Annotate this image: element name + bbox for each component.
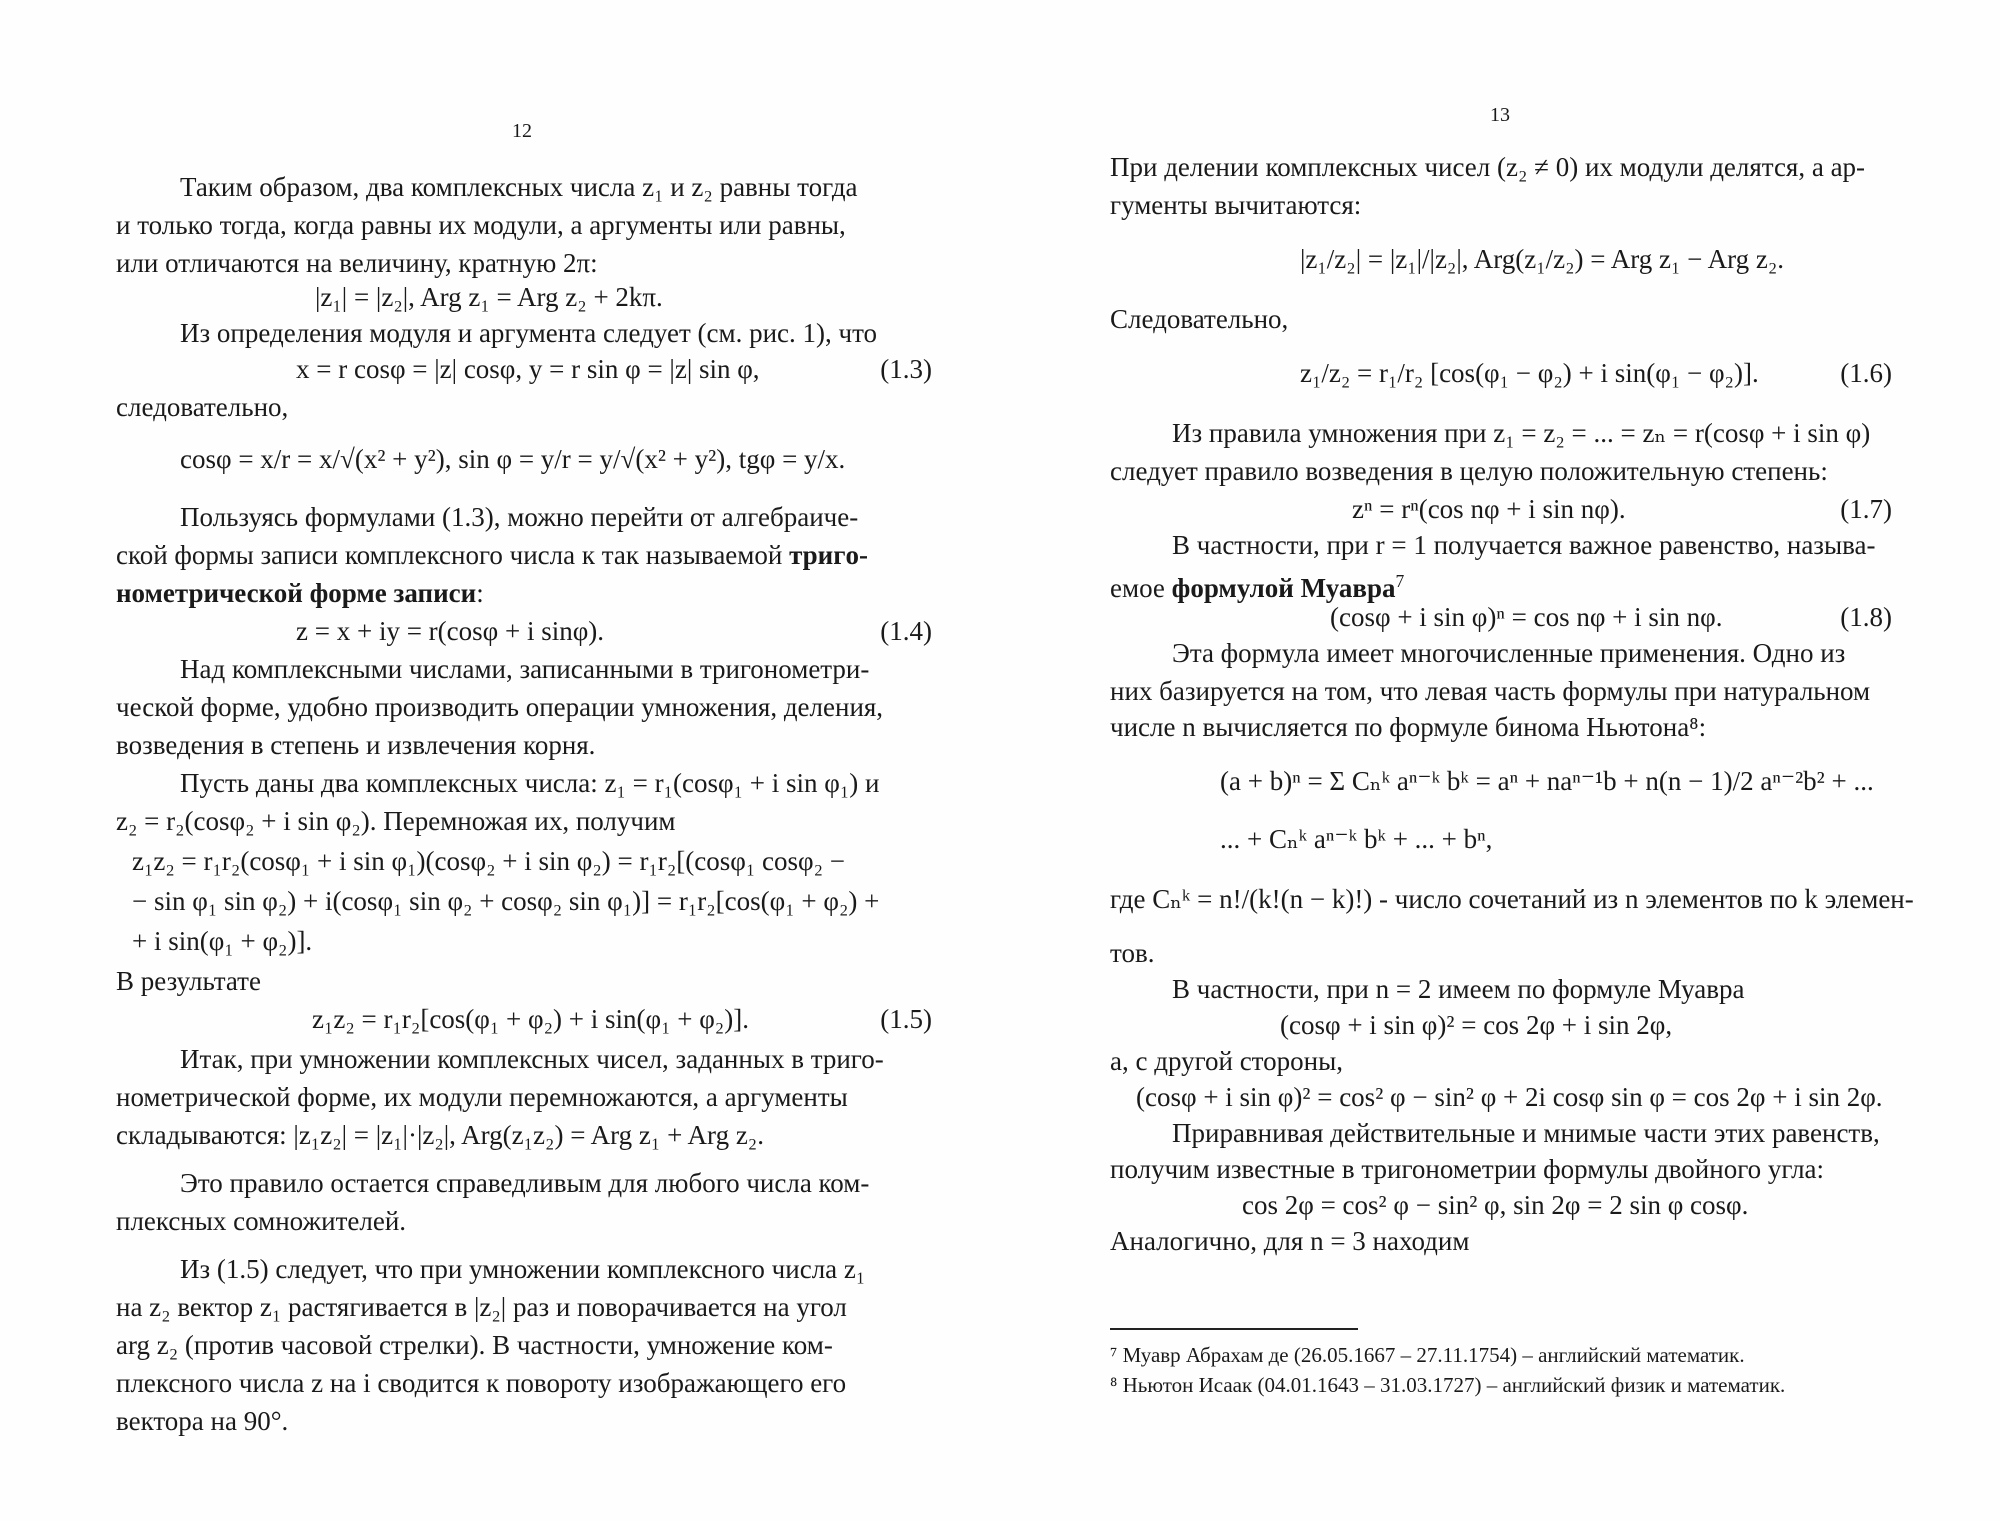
formula: (cosφ + i sin φ)² = cos² φ − sin² φ + 2i cosφ sin φ = cos 2φ + i sin 2φ. (1136, 1082, 1883, 1112)
formula: zⁿ = rⁿ(cos nφ + i sin nφ). (1352, 494, 1626, 524)
text-line: Из правила умножения при z₁ = z₂ = ... = zₙ = r(cosφ + i sin φ) (1172, 418, 1871, 448)
footnote: ⁷ Муавр Абрахам де (26.05.1667 – 27.11.1754) – английский математик. (1110, 1343, 1745, 1367)
formula: z₁z₂ = r₁r₂[cos(φ₁ + φ₂) + i sin(φ₁ + φ₂)]. (312, 1004, 749, 1034)
text-line: или отличаются на величину, кратную 2π: (116, 248, 598, 278)
formula: z₁/z₂ = r₁/r₂ [cos(φ₁ − φ₂) + i sin(φ₁ − φ₂)]. (1300, 358, 1759, 388)
formula: ... + Cₙᵏ aⁿ⁻ᵏ bᵏ + ... + bⁿ, (1220, 824, 1493, 854)
text-line: Приравнивая действительные и мнимые части этих равенств, (1172, 1118, 1880, 1148)
formula-row (296, 612, 932, 650)
formula: z₁z₂ = r₁r₂(cosφ₁ + i sin φ₁)(cosφ₂ + i sin φ₂) = r₁r₂[(cosφ₁ cosφ₂ − (132, 846, 845, 876)
bold-term: тригo- (789, 540, 868, 570)
text-line: Это правило остается справедливым для любого числа ком- (180, 1168, 870, 1198)
text-line: где Cₙᵏ = n!/(k!(n − k)!) - число сочетаний из n элементов по k элемен- (1110, 884, 1914, 914)
bold-term: нометрической форме записи (116, 578, 477, 608)
footnote-rule (1110, 1328, 1358, 1330)
formula: (a + b)ⁿ = Σ Cₙᵏ aⁿ⁻ᵏ bᵏ = aⁿ + naⁿ⁻¹b + n(n − 1)/2 aⁿ⁻²b² + ... (1220, 766, 1874, 796)
text-line: и только тогда, когда равны их модули, а аргументы или равны, (116, 210, 846, 240)
text-line: Следовательно, (1110, 304, 1289, 334)
formula-row (1330, 598, 1892, 636)
page-number: 13 (1490, 104, 1510, 126)
text-line: Аналогично, для n = 3 находим (1110, 1226, 1470, 1256)
text-line: вектора на 90°. (116, 1406, 289, 1436)
text-line-with-bold (116, 536, 932, 574)
text-line: получим известные в тригонометрии формулы двойного угла: (1110, 1154, 1825, 1184)
text-line: В результате (116, 966, 261, 996)
text-line: При делении комплексных чисел (z₂ ≠ 0) их модули делятся, а ар- (1110, 152, 1866, 182)
text-span: ской формы записи комплексного числа к так называемой (116, 540, 783, 570)
formula: z = x + iy = r(cosφ + i sinφ). (296, 616, 605, 646)
formula: + i sin(φ₁ + φ₂)]. (132, 926, 313, 956)
formula: |z₁/z₂| = |z₁|/|z₂|, Arg(z₁/z₂) = Arg z₁ − Arg z₂. (1300, 244, 1785, 274)
text-line: Из (1.5) следует, что при умножении комплексного числа z₁ (180, 1254, 866, 1284)
text-line: гументы вычитаются: (1110, 190, 1362, 220)
formula: x = r cosφ = |z| cosφ, y = r sin φ = |z| sin φ, (296, 354, 760, 384)
text-line: них базируется на том, что левая часть формулы при натуральном (1110, 676, 1871, 706)
equation-number: (1.6) (1840, 358, 1892, 388)
text-line: В частности, при n = 2 имеем по формуле Муавра (1172, 974, 1745, 1004)
formula: (cosφ + i sin φ)² = cos 2φ + i sin 2φ, (1280, 1010, 1673, 1040)
equation-number: (1.8) (1840, 602, 1892, 632)
formula: |z₁| = |z₂|, Arg z₁ = Arg z₂ + 2kπ. (315, 282, 663, 312)
text-line: возведения в степень и извлечения корня. (116, 730, 596, 760)
text-line: z₂ = r₂(cosφ₂ + i sin φ₂). Перемножая их, получим (116, 806, 676, 836)
formula: cosφ = x/r = x/√(x² + y²), sin φ = y/r = y/√(x² + y²), tgφ = y/x. (180, 444, 846, 474)
equation-number: (1.5) (880, 1004, 932, 1034)
text-line-with-bold (116, 574, 484, 612)
page-number: 12 (512, 120, 532, 142)
text-line: тов. (1110, 938, 1155, 968)
footnote: ⁸ Ньютон Исаак (04.01.1643 – 31.03.1727) – английский физик и математик. (1110, 1373, 1786, 1397)
text-line: Эта формула имеет многочисленные применения. Одно из (1172, 638, 1846, 668)
text-line: В частности, при r = 1 получается важное равенство, называ- (1172, 530, 1876, 560)
text-line: Из определения модуля и аргумента следует (см. рис. 1), что (180, 318, 878, 348)
text-line: числе n вычисляется по формуле бинома Ньютона⁸: (1110, 712, 1707, 742)
equation-number: (1.7) (1840, 494, 1892, 524)
text-span: : (476, 578, 484, 608)
text-line: следует правило возведения в целую положительную степень: (1110, 456, 1828, 486)
formula-row (1300, 354, 1892, 392)
text-line: складываются: |z₁z₂| = |z₁|·|z₂|, Arg(z₁z₂) = Arg z₁ + Arg z₂. (116, 1120, 764, 1150)
formula-row (312, 1000, 932, 1038)
text-line: нометрической форме, их модули перемножаются, а аргументы (116, 1082, 848, 1112)
text-line: arg z₂ (против часовой стрелки). В частности, умножение ком- (116, 1330, 833, 1360)
formula-row (1352, 490, 1892, 528)
text-line: Итак, при умножении комплексных чисел, заданных в триго- (180, 1044, 884, 1074)
text-line: плексных сомножителей. (116, 1206, 407, 1236)
text-line: ческой форме, удобно производить операции умножения, деления, (116, 692, 884, 722)
text-line: Над комплексными числами, записанными в тригонометри- (180, 654, 870, 684)
text-line: плексного числа z на i сводится к повороту изображающего его (116, 1368, 847, 1398)
equation-number: (1.4) (880, 616, 932, 646)
text-line: на z₂ вектор z₁ растягивается в |z₂| раз и поворачивается на угол (116, 1292, 847, 1322)
text-line: а, с другой стороны, (1110, 1046, 1343, 1076)
right-page (1000, 0, 2000, 1521)
text-span: емое (1110, 573, 1165, 603)
formula-row (296, 350, 932, 388)
text-line: Пусть даны два комплексных числа: z₁ = r₁(cosφ₁ + i sin φ₁) и (180, 768, 880, 798)
footnote-ref: 7 (1395, 571, 1405, 591)
equation-number: (1.3) (880, 354, 932, 384)
formula: cos 2φ = cos² φ − sin² φ, sin 2φ = 2 sin φ cosφ. (1242, 1190, 1749, 1220)
bold-term: формулой Муавра (1171, 573, 1396, 603)
text-line: Пользуясь формулами (1.3), можно перейти от алгебраиче- (180, 502, 859, 532)
text-line: следовательно, (116, 392, 289, 422)
formula: (cosφ + i sin φ)ⁿ = cos nφ + i sin nφ. (1330, 602, 1723, 632)
formula: − sin φ₁ sin φ₂) + i(cosφ₁ sin φ₂ + cosφ₂ sin φ₁)] = r₁r₂[cos(φ₁ + φ₂) + (132, 886, 880, 916)
text-line: Таким образом, два комплексных числа z₁ и z₂ равны тогда (180, 172, 858, 202)
